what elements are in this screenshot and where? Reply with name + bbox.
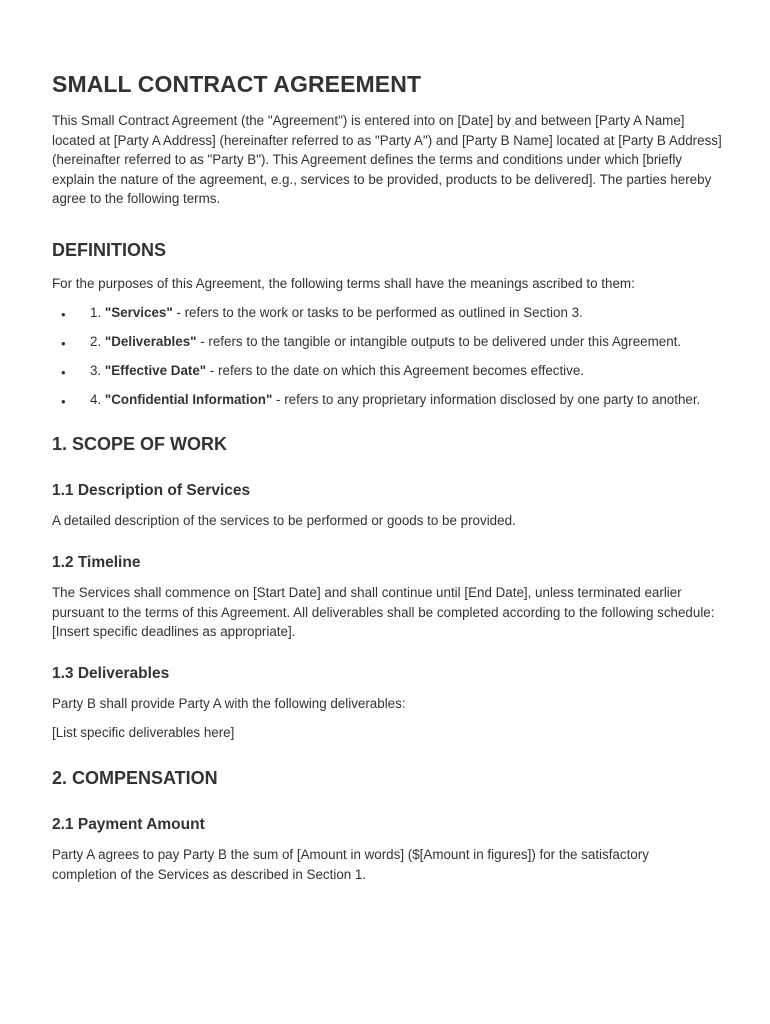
intro-paragraph: This Small Contract Agreement (the "Agreement") is entered into on [Date] by and between [Party A Name] located at [Party A Address] (hereinafter referred to as "Party A") and [Party B Name] located at [Party B Address] (hereinafter referred to as "Party B"). This Agreement defines the terms and conditions under which [briefly explain the nature of the agreement, e.g., services to be provided, products to be delivered]. The parties hereby agree to the following terms. — [52, 113, 722, 207]
definition-term: "Deliverables" — [104, 333, 197, 349]
timeline-text: The Services shall commence on [Start Date] and shall continue until [End Date], unless terminated earlier pursuant to the terms of this Agreement. All deliverables shall be completed according to the following schedule: [Insert specific deadlines as appropriate]. — [52, 585, 715, 640]
definition-text: - refers to the date on which this Agreement becomes effective. — [206, 362, 585, 378]
list-item — [52, 303, 710, 323]
scope-heading: 1. SCOPE OF WORK — [52, 434, 228, 455]
list-item — [52, 390, 710, 410]
definition-term: "Effective Date" — [104, 362, 207, 378]
definition-text: - refers to any proprietary information disclosed by one party to another. — [272, 391, 701, 407]
payment-amount-heading: 2.1 Payment Amount — [52, 816, 205, 833]
definition-text: - refers to the tangible or intangible outputs to be delivered under this Agreement. — [196, 333, 682, 349]
list-item — [52, 361, 710, 381]
bullet-icon: • — [61, 306, 66, 322]
description-text: A detailed description of the services to be performed or goods to be provided. — [52, 513, 516, 529]
bullet-icon: • — [61, 335, 66, 351]
document-page — [52, 68, 732, 884]
deliverables-text: Party B shall provide Party A with the following deliverables: — [52, 695, 406, 711]
deliverables-heading: 1.3 Deliverables — [52, 664, 170, 682]
definition-number: 3. — [90, 362, 105, 378]
description-heading: 1.1 Description of Services — [52, 482, 251, 500]
definitions-list — [52, 303, 732, 410]
list-item — [52, 332, 710, 352]
document-title: SMALL CONTRACT AGREEMENT — [52, 71, 422, 97]
definition-text: - refers to the work or tasks to be performed as outlined in Section 3. — [172, 304, 583, 320]
definitions-lead: For the purposes of this Agreement, the following terms shall have the meanings ascribed to them: — [52, 275, 635, 291]
definition-number: 1. — [90, 304, 105, 320]
definition-term: "Services" — [104, 304, 173, 320]
payment-amount-text: Party A agrees to pay Party B the sum of [Amount in words] ($[Amount in figures]) for the satisfactory completion of the Services as described in Section 1. — [52, 847, 649, 882]
definition-number: 2. — [90, 333, 105, 349]
definition-term: "Confidential Information" — [104, 391, 273, 407]
timeline-heading: 1.2 Timeline — [52, 554, 141, 572]
compensation-heading: 2. COMPENSATION — [52, 768, 218, 788]
bullet-icon: • — [61, 393, 66, 409]
definition-number: 4. — [90, 391, 105, 407]
definitions-heading: DEFINITIONS — [52, 239, 167, 260]
bullet-icon: • — [61, 364, 66, 380]
deliverables-list: [List specific deliverables here] — [52, 725, 235, 741]
